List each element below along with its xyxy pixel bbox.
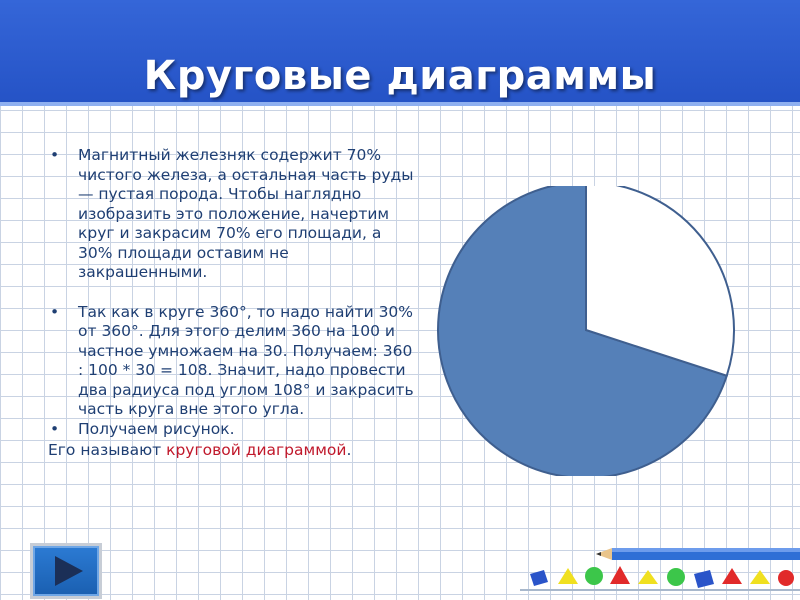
bullet-item <box>48 146 420 283</box>
bullet-item <box>48 303 420 420</box>
closing-prefix: Его называют <box>48 441 167 459</box>
bullet-text: Магнитный железняк содержит 70% чистого железа, а остальная часть руды — пустая порода. Чтобы наглядно изобразить это положение, начертим круг и закрасим 70% его площади, а 30% площади оставим не закрашенными. <box>78 146 414 281</box>
green-sphere-icon <box>585 567 603 585</box>
closing-line <box>48 441 420 461</box>
slide-title: Круговые диаграммы <box>143 53 657 99</box>
blue-cube-icon <box>694 570 714 588</box>
bullet-marker: • <box>50 302 60 321</box>
red-sphere-icon <box>778 570 794 586</box>
green-sphere-icon <box>667 568 685 586</box>
yellow-triangle-icon <box>638 570 658 584</box>
closing-highlight: круговой диаграммой <box>166 441 347 459</box>
red-pyramid-icon <box>722 568 742 584</box>
bullet-marker: • <box>50 146 60 164</box>
next-slide-button[interactable] <box>30 543 102 599</box>
blue-cube-icon <box>530 570 548 586</box>
bullet-text: Так как в круге 360°, то надо найти 30% от 360°. Для этого делим 360 на 100 и частное умножаем на 30. Получаем: 360 : 100 * 30 = 108. Значит, надо провести два радиуса под углом 108° и закрасить часть круга вне этого угла. <box>78 302 414 418</box>
next-arrow-icon <box>55 556 83 586</box>
bullet-marker: • <box>50 419 60 438</box>
closing-suffix: . <box>346 441 352 459</box>
slide-content <box>48 146 420 461</box>
yellow-triangle-icon <box>750 570 770 584</box>
bullet-item <box>48 420 420 440</box>
yellow-triangle-icon <box>558 568 578 584</box>
decorative-footer-shapes <box>500 530 800 600</box>
bullet-text: Получаем рисунок. <box>78 419 235 438</box>
red-pyramid-icon <box>610 566 630 584</box>
pie-chart <box>430 186 742 476</box>
pencil-icon <box>596 548 800 560</box>
